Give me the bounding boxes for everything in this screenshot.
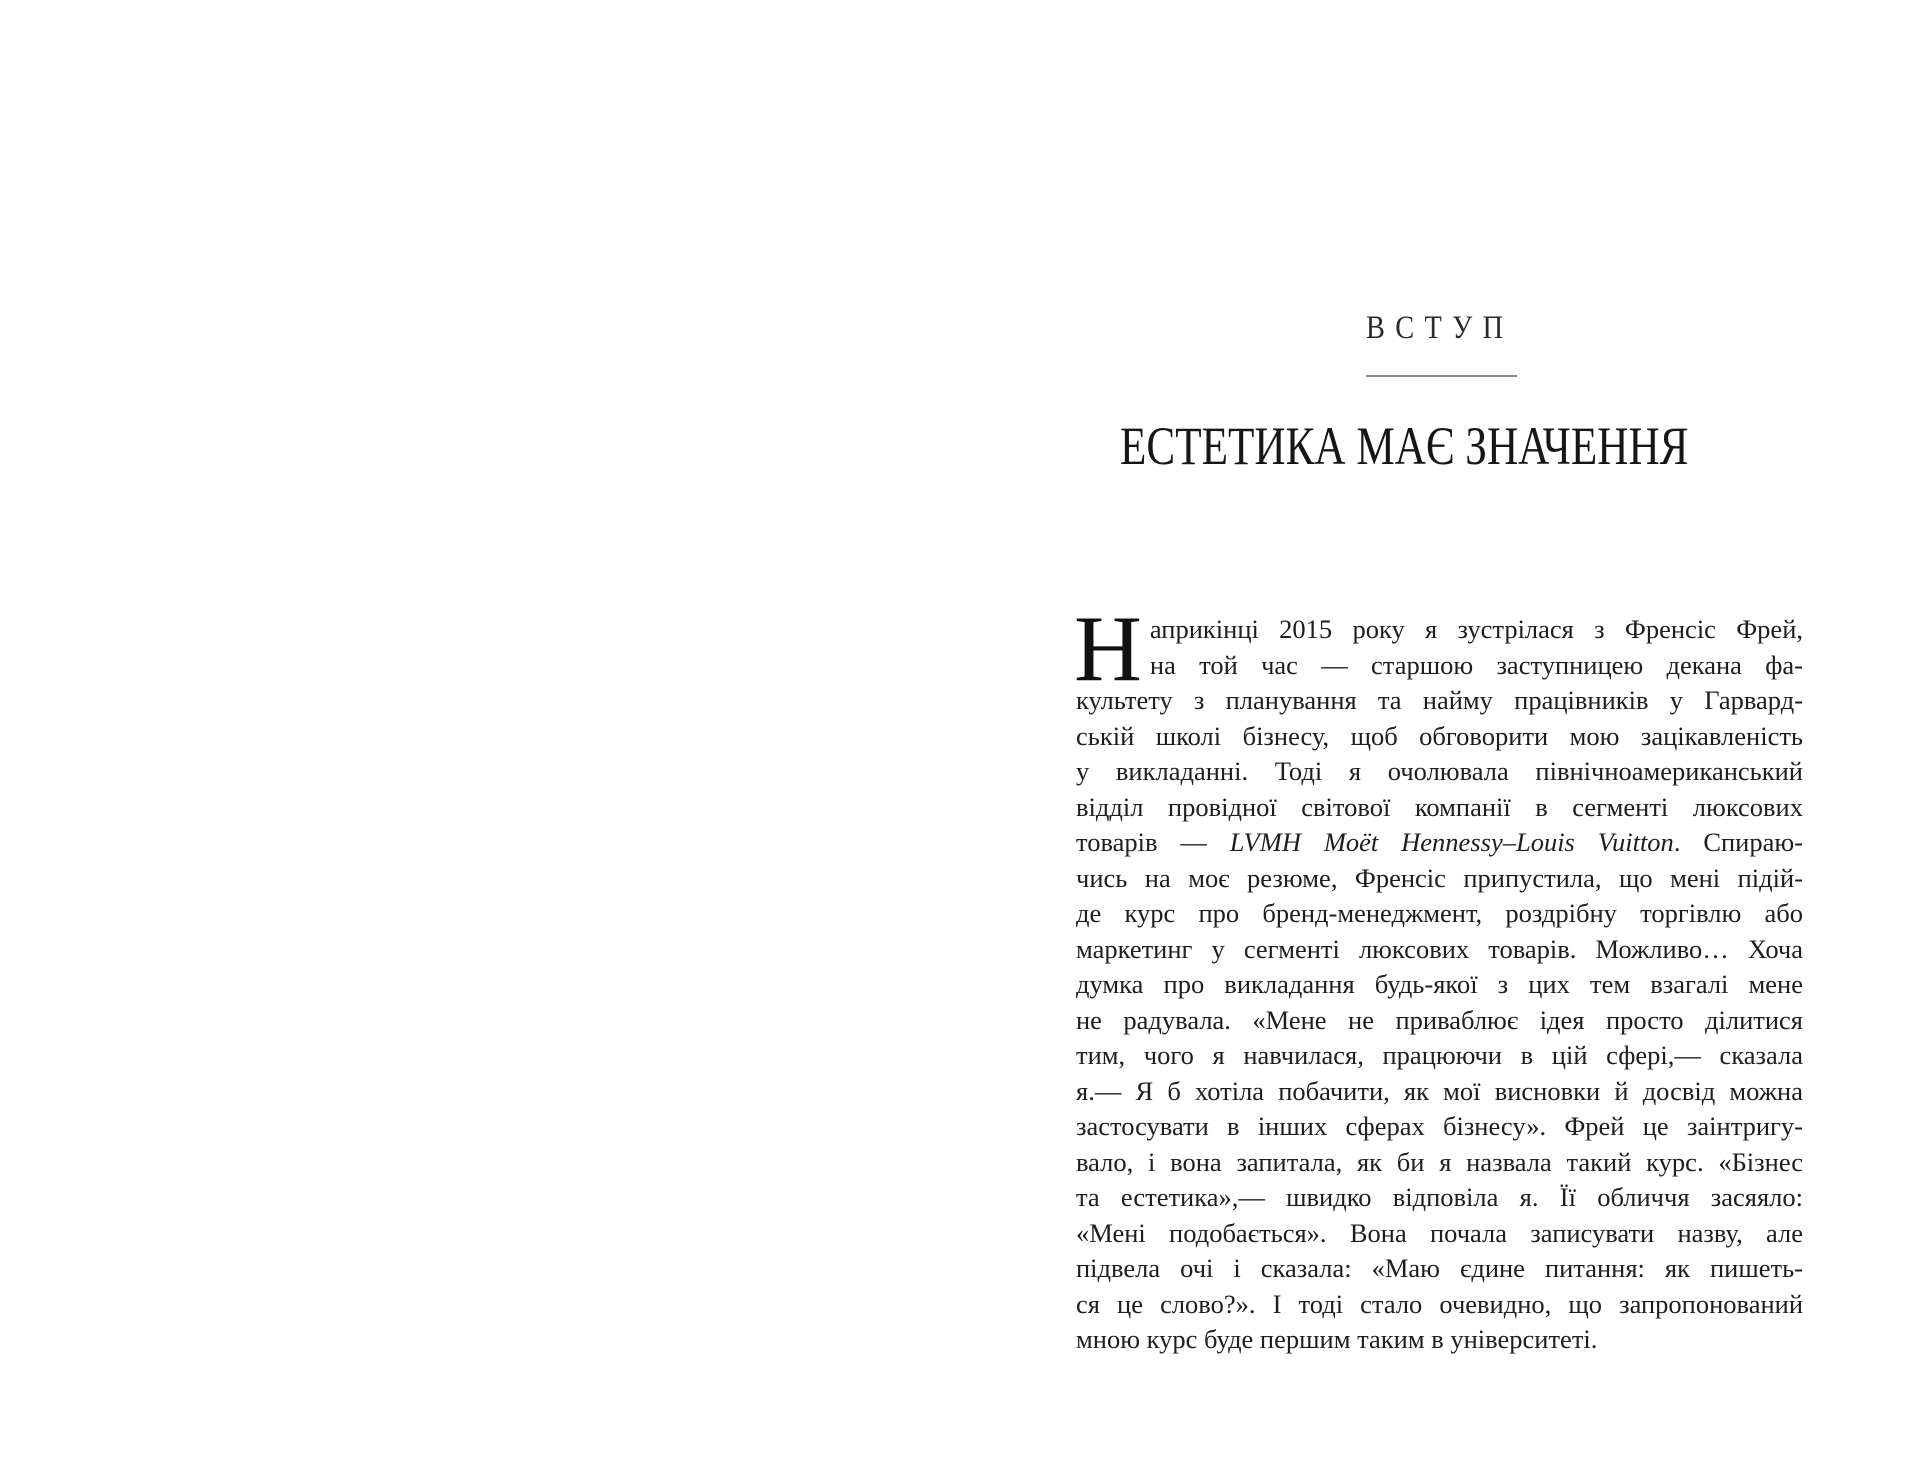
text-line: ся це слово?». І тоді стало очевидно, що запропонований <box>1076 1288 1803 1319</box>
text-line: застосувати в інших сферах бізнесу». Фрей це заінтригу- <box>1076 1111 1803 1141</box>
text-line: думка про викладання будь-якої з цих тем взагалі мене <box>1076 969 1803 999</box>
text-line: я.— Я б хотіла побачити, як мої висновки й досвід можна <box>1076 1075 1803 1106</box>
text-line: тим, чого я навчилася, працюючи в цій сфері,— сказала <box>1076 1040 1803 1070</box>
text-line-with-italic <box>1076 825 1803 861</box>
text-line: культету з планування та найму працівників у Гарвард- <box>1076 685 1803 715</box>
text-line-last: мною курс буде першим таким в університеті. <box>1076 1324 1598 1354</box>
chapter-title: ЕСТЕТИКА МАЄ ЗНАЧЕННЯ <box>1120 416 1689 476</box>
text-line: у викладанні. Тоді я очолювала північноамериканський <box>1076 756 1803 786</box>
text-line: не радувала. «Мене не приваблює ідея просто ділитися <box>1076 1004 1803 1035</box>
chapter-label: ВСТУП <box>1366 310 1514 346</box>
text-line: та естетика»,— швидко відповіла я. Її обличчя засяяло: <box>1076 1182 1803 1212</box>
text-fragment: . Спираю- <box>1673 827 1803 857</box>
text-line: «Мені подобається». Вона почала записувати назву, але <box>1076 1217 1803 1248</box>
text-line: вало, і вона запитала, як би я назвала такий курс. «Бізнес <box>1076 1146 1803 1177</box>
text-line: на той час — старшою заступницею декана фа- <box>1149 649 1803 680</box>
text-line: відділ провідної світової компанії в сегменті люксових <box>1076 791 1803 822</box>
text-fragment: товарів — <box>1076 827 1230 857</box>
drop-cap: Н <box>1074 597 1142 701</box>
text-line: де курс про бренд-менеджмент, роздрібну торгівлю або <box>1076 898 1803 928</box>
text-line: маркетинг у сегменті люксових товарів. Можливо… Хоча <box>1076 933 1803 964</box>
company-name-italic: LVMH Moët Hennessy–Louis Vuitton <box>1229 827 1674 857</box>
chapter-divider-rule <box>1366 375 1517 377</box>
text-line: ській школі бізнесу, щоб обговорити мою зацікавленість <box>1076 720 1803 751</box>
text-line: априкінці 2015 року я зустрілася з Френсіс Фрей, <box>1149 614 1803 644</box>
text-line: підвела очі і сказала: «Маю єдине питання: як пишеть- <box>1076 1253 1803 1283</box>
text-line: чись на моє резюме, Френсіс припустила, що мені підій- <box>1076 862 1803 893</box>
body-paragraph <box>1074 597 1803 1358</box>
